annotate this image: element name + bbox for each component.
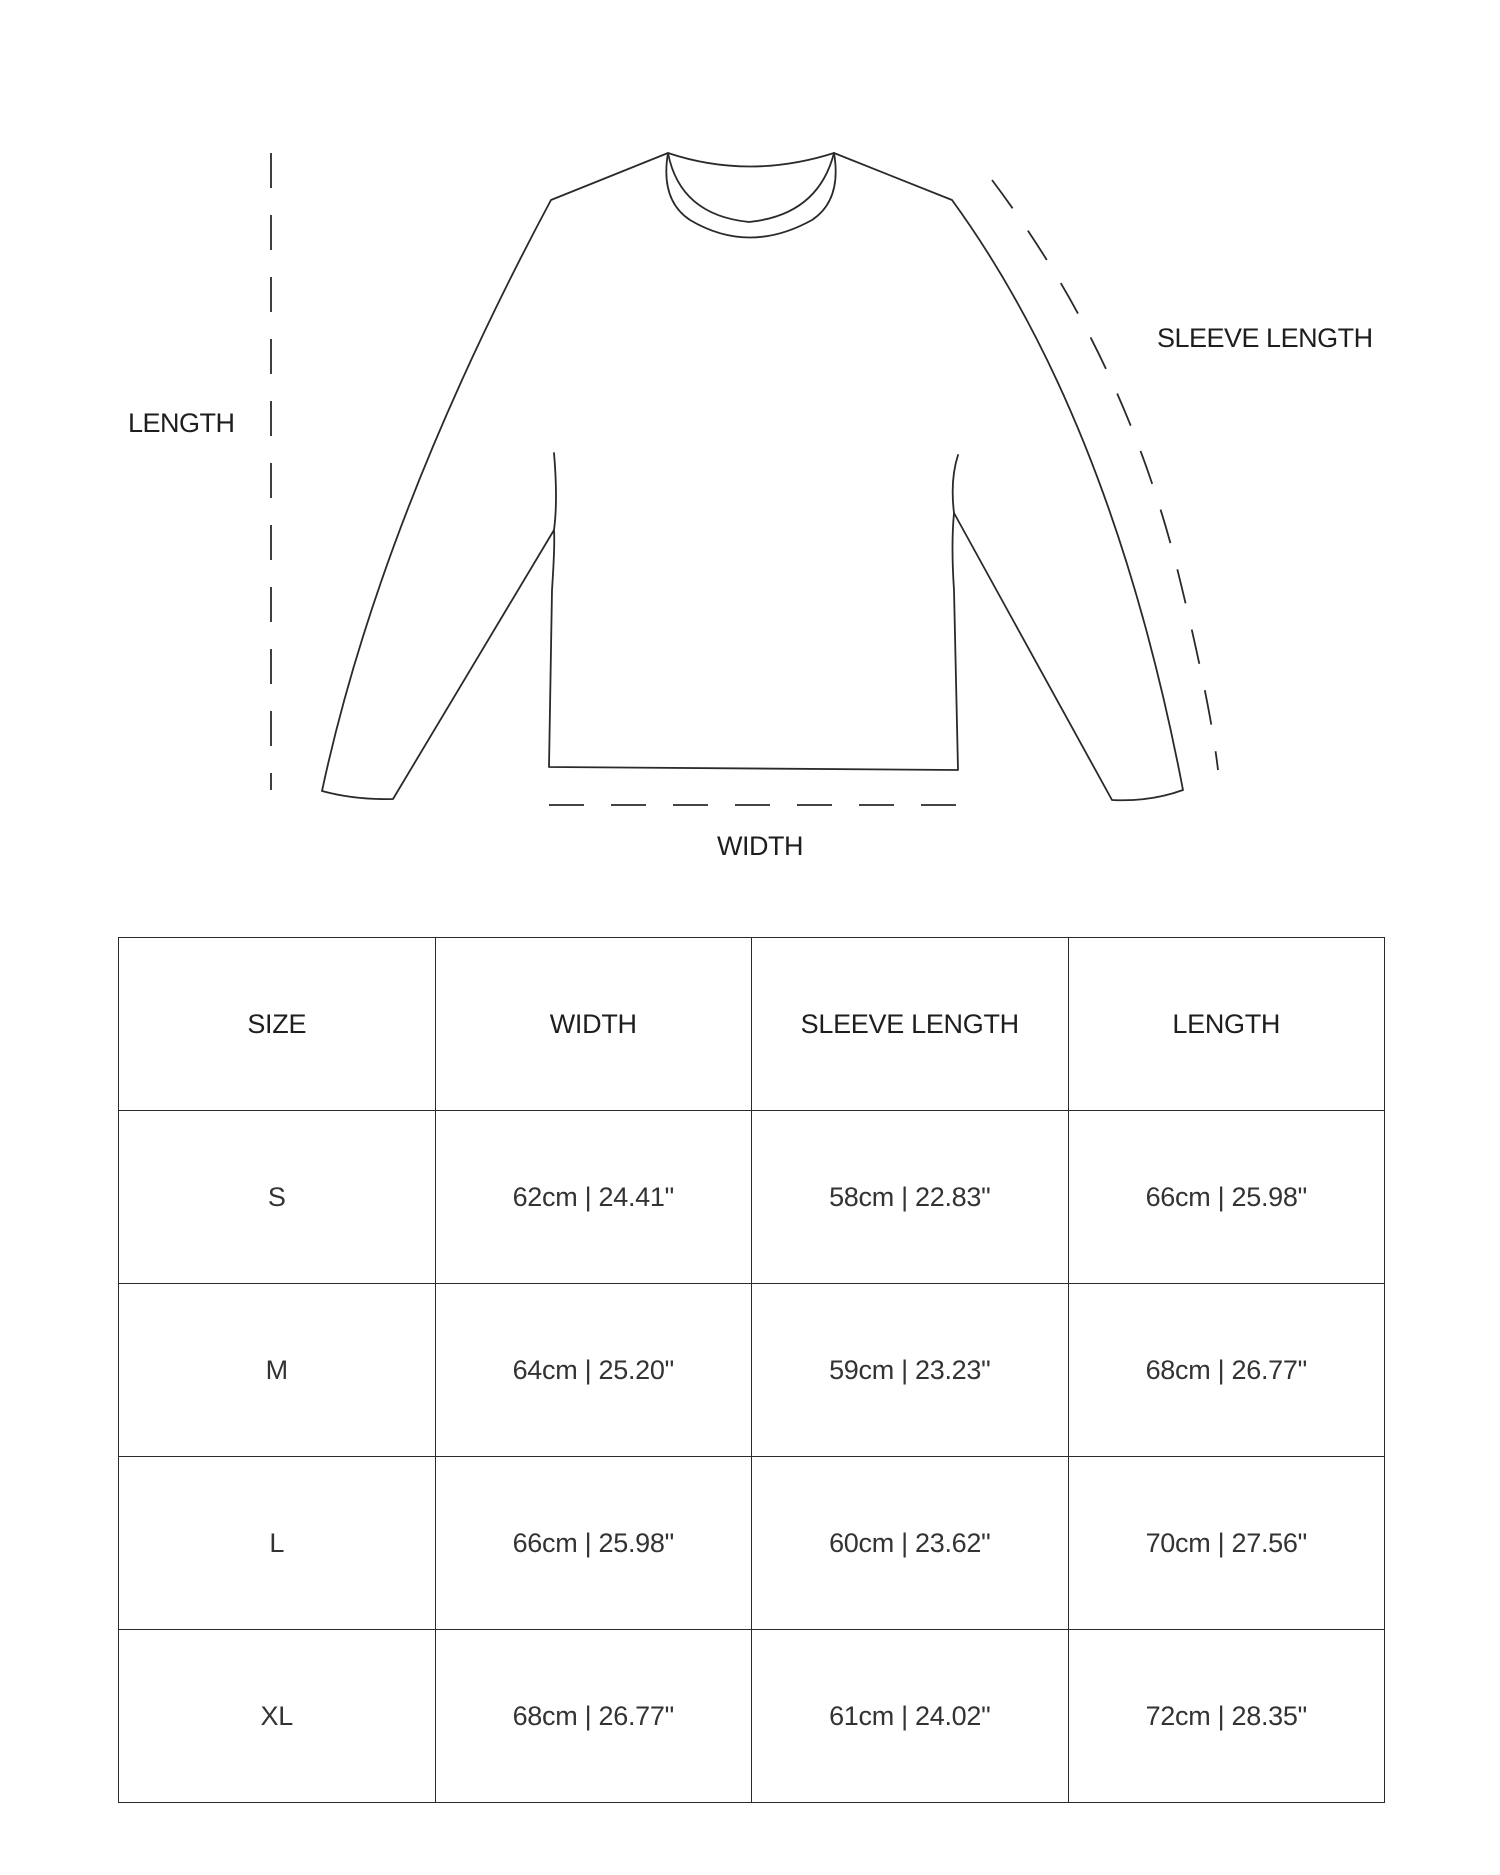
right-side-seam [953, 455, 958, 513]
header-width: WIDTH [435, 938, 752, 1111]
cell-size: S [119, 1111, 436, 1284]
cell-width: 68cm | 26.77" [435, 1630, 752, 1803]
header-size: SIZE [119, 938, 436, 1111]
sleeve-length-label: SLEEVE LENGTH [1157, 323, 1373, 353]
cell-size: XL [119, 1630, 436, 1803]
length-label: LENGTH [128, 408, 235, 438]
cell-width: 64cm | 25.20" [435, 1284, 752, 1457]
header-sleeve-length: SLEEVE LENGTH [752, 938, 1069, 1111]
cell-sleeve-length: 58cm | 22.83" [752, 1111, 1069, 1284]
cell-sleeve-length: 60cm | 23.62" [752, 1457, 1069, 1630]
table-row [119, 1457, 1385, 1630]
table-row [119, 1630, 1385, 1803]
cell-sleeve-length: 61cm | 24.02" [752, 1630, 1069, 1803]
cell-width: 66cm | 25.98" [435, 1457, 752, 1630]
table-row [119, 1284, 1385, 1457]
cell-size: M [119, 1284, 436, 1457]
table-row [119, 1111, 1385, 1284]
cell-sleeve-length: 59cm | 23.23" [752, 1284, 1069, 1457]
collar-inner [668, 153, 834, 222]
width-label: WIDTH [717, 831, 803, 861]
header-length: LENGTH [1068, 938, 1385, 1111]
garment-diagram [0, 0, 1500, 900]
left-side-seam [554, 453, 556, 530]
cell-length: 66cm | 25.98" [1068, 1111, 1385, 1284]
cell-length: 68cm | 26.77" [1068, 1284, 1385, 1457]
sleeve-length-guide-line [992, 180, 1218, 770]
cell-length: 70cm | 27.56" [1068, 1457, 1385, 1630]
sweater-outline [0, 0, 1500, 900]
sweater-body-outline [322, 153, 1183, 800]
cell-size: L [119, 1457, 436, 1630]
cell-length: 72cm | 28.35" [1068, 1630, 1385, 1803]
table-header-row [119, 938, 1385, 1111]
cell-width: 62cm | 24.41" [435, 1111, 752, 1284]
size-chart-table [118, 937, 1385, 1803]
